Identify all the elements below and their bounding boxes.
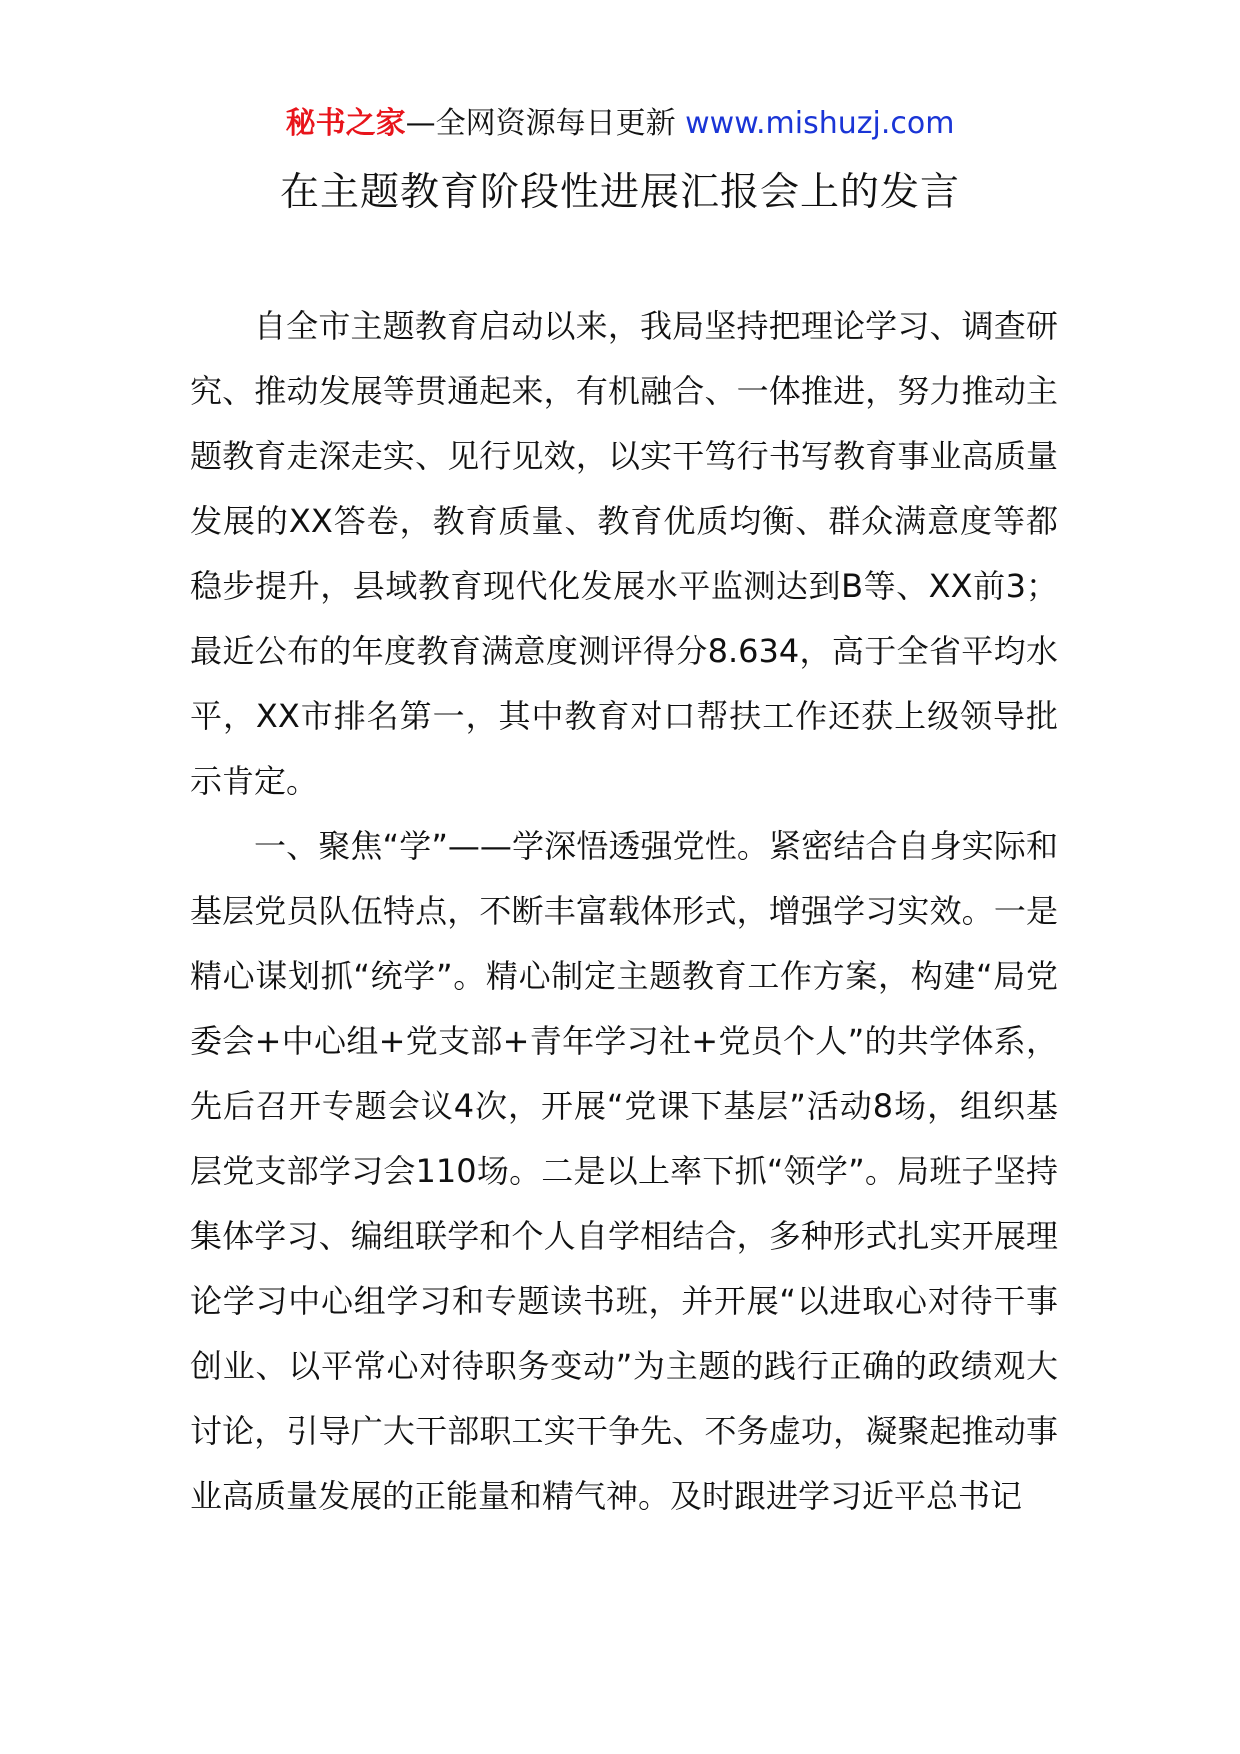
paragraph-intro: 自全市主题教育启动以来，我局坚持把理论学习、调查研究、推动发展等贯通起来，有机融合、一体推进，努力推动主题教育走深走实、见行见效，以实干笃行书写教育事业高质量发展的XX答卷，教育质量、教育优质均衡、群众满意度等都稳步提升，县域教育现代化发展水平监测达到B等、XX前3；最近公布的年度教育满意度测评得分8.634，高于全省平均水平，XX市排名第一，其中教育对口帮扶工作还获上级领导批示肯定。 xyxy=(190,307,1058,800)
brand-name: 秘书之家 xyxy=(285,106,406,141)
paragraph-section-one: 一、聚焦“学”——学深悟透强党性。紧密结合自身实际和基层党员队伍特点，不断丰富载体形式，增强学习实效。一是精心谋划抓“统学”。精心制定主题教育工作方案，构建“局党委会+中心组+党支部+青年学习社+党员个人”的共学体系，先后召开专题会议4次，开展“党课下基层”活动8场，组织基层党支部学习会110场。二是以上率下抓“领学”。局班子坚持集体学习、编组联学和个人自学相结合，多种形式扎实开展理论学习中心组学习和专题读书班，并开展“以进取心对待干事创业、以平常心对待职务变动”为主题的践行正确的政绩观大讨论，引导广大干部职工实干争先、不务虚功，凝聚起推动事业高质量发展的正能量和精气神。及时跟进学习近平总书记 xyxy=(190,827,1058,1515)
header-slogan: —全网资源每日更新 xyxy=(405,106,686,141)
site-header-banner xyxy=(0,104,1240,144)
document-body xyxy=(190,294,1058,1529)
document-title: 在主题教育阶段性进展汇报会上的发言 xyxy=(279,170,960,215)
site-link[interactable]: www.mishuzj.com xyxy=(685,106,955,141)
